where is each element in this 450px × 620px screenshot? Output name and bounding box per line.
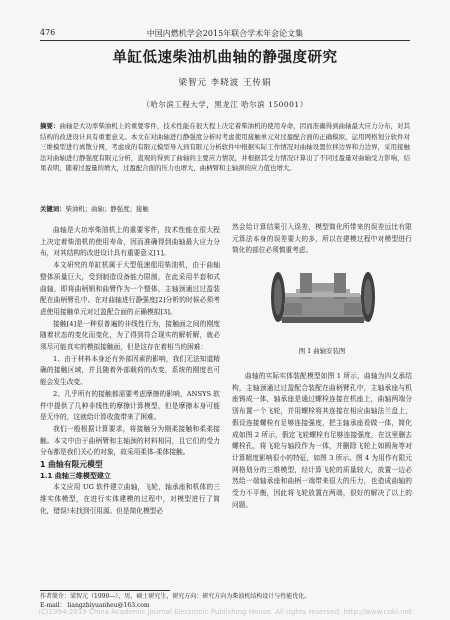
- body-paragraph: 然会给计算结果引入误差，模型简化所带来的误差远比有限元算法本身的误差要大的多，所以在建模过程中对模型进行简化的部位必须慎重考虑。: [232, 223, 412, 255]
- paper-title: 单缸低速柴油机曲轴的静强度研究: [112, 50, 338, 66]
- body-paragraph: 1、由于材料本身还有外部因素的影响，我们无法知道精确的接触区域，并且随着外部载荷的改变，系统的刚度也可能会发生改变。: [40, 354, 220, 387]
- running-header: [40, 28, 410, 41]
- author-bio: 作者简介：梁智元（1990—），男，硕士研究生，研究方向：研究方向为柴油机结构设计与性能优化。: [40, 593, 311, 600]
- abstract-text: 曲轴是大功率柴油机上的重要零件，技术性能在很大程上决定着柴油机的使用寿命，因而准确得到曲轴最大应力分布，对其结构的改进设计具有重要意义。本文在对曲轴进行静强度分析时考虑使用接触单元对过盈配合面的正确模拟，运用网格划分软件对三维模型进行离散分网，考虑成的有限元模型导入到有限元分析软件中根据实际工作情况对曲轴设置位移边界和力边界，采用接触法对曲轴进行静强度有限元分析，直观的得到了曲轴的主要应力情况，并根据其受力情况计算出了不同过盈量对曲轴受力影响，结果表明，随着过盈量的增大，过盈配合面的压力也增大，曲柄臂和主轴颈的应力值也增大。: [40, 122, 411, 173]
- crankshaft-assembly-figure: [268, 259, 378, 335]
- page-number: 476: [40, 28, 56, 37]
- figure-caption: 图 1 曲轴安装图: [298, 347, 346, 355]
- affiliation: （哈尔滨工程大学，黑龙江 哈尔滨 150001）: [142, 100, 308, 109]
- abstract-label: 摘要：: [40, 122, 60, 130]
- author-list: 梁智元 李晓波 王传娟: [178, 78, 272, 88]
- body-paragraph: 曲轴是大功率柴油机上的重要零件，技术性能在很大程上决定着柴油机的使用寿命，因而准确得到曲轴最大应力分布，对其结构的改进设计具有重要意义[1]。: [40, 226, 220, 258]
- left-column: [40, 225, 220, 518]
- right-column-top: [232, 222, 412, 257]
- right-column-bottom: [232, 371, 412, 511]
- email-address: liangzhiyuanheu@163.com: [67, 602, 150, 609]
- subsection-heading: 1.1 曲轴三维模型建立: [40, 471, 111, 480]
- section-heading: 1 曲轴有限元模型: [40, 460, 103, 470]
- copyright-watermark: (C)1994-2019 China Academic Journal Electronic Publishing House. All rights reserved. http://www.cnki.net: [38, 608, 412, 616]
- keywords-label: 关键词：: [40, 205, 66, 213]
- body-paragraph: 接触[4]是一种很普遍的非线性行为，接触面之间的刚度随着状态的变化而变化，为了得到符合现实的解析解，就必须尽可能真实的模拟接触面，但是这存在着相当的困难：: [40, 319, 220, 352]
- body-paragraph: 本文研究的单缸机属于大型低速船用柴油机，由于曲轴整体质量巨大，受到制造设备能力限制，在此采用半套和式曲轴，即将曲柄销和曲臂作为一个整体，主轴颈通过过盈装配在曲柄臂孔中。在对曲轴进行静强度[2]分析的时候必须考虑使用接触单元对过盈配合面的正确模拟[3]。: [40, 261, 220, 316]
- crankshaft-assembly-image: [268, 259, 378, 335]
- keywords: [40, 204, 410, 213]
- keywords-text: 柴油机；曲轴；静强度；接触: [65, 205, 149, 213]
- abstract: [40, 121, 410, 174]
- body-paragraph: 本文应用 UG 软件建立曲轴，飞轮，轴承座和机体的三维实体模型，在进行实体建模的过程中，对模型进行了简化，错误!未找到引用源。但是简化模型必: [40, 483, 220, 515]
- email-label: E-mail：: [40, 602, 66, 609]
- body-paragraph: 2、几乎所有的接触都需要考虑摩擦的影响，ANSYS 软件中提供了几种非线性的摩擦计算模型，但是摩擦本身可能是无序的，这就给计算收敛带来了困难。: [40, 389, 220, 422]
- conference-name: 中国内燃机学会2015年联合学术年会论文集: [146, 29, 304, 38]
- body-paragraph: 曲轴的实际实体装配模型如图 1 所示，曲轴为四支承结构，主轴颈通过过盈配合装配在曲柄臂孔中，主轴承座与机座铸成一体，轴承座是通过螺栓连接在机座上，曲轴两端分别布置一个飞轮，并用螺栓将其连接在相应曲轴法兰盘上，假设连接螺栓有足够连接强度，把主轴承座看做一体，简化成如图 2 所示，假定飞轮螺栓有足够连接强度，在这里删去螺栓孔，将飞轮与轴段作为一体，并删除飞轮上如圆角等对计算精度影响很小的特征，如图 3 所示。图 4 为用作有限元网格划分的三维模型，经计算飞轮的质量较大，放置一边必然给一端轴承座和曲柄一端带来很大的压力，也造成曲轴的受力不平衡，因此将飞轮放置在两端，很好的解决了以上的问题。: [232, 372, 412, 509]
- body-paragraph: 我们一般根据计算要求，将接触分为刚柔接触和柔柔接触。本文中由于曲柄臂和主轴颈的材料相同，且它们的受力分布都是我们关心的对象，故采用柔体-柔体接触。: [40, 424, 220, 457]
- footnote-divider: [40, 590, 170, 591]
